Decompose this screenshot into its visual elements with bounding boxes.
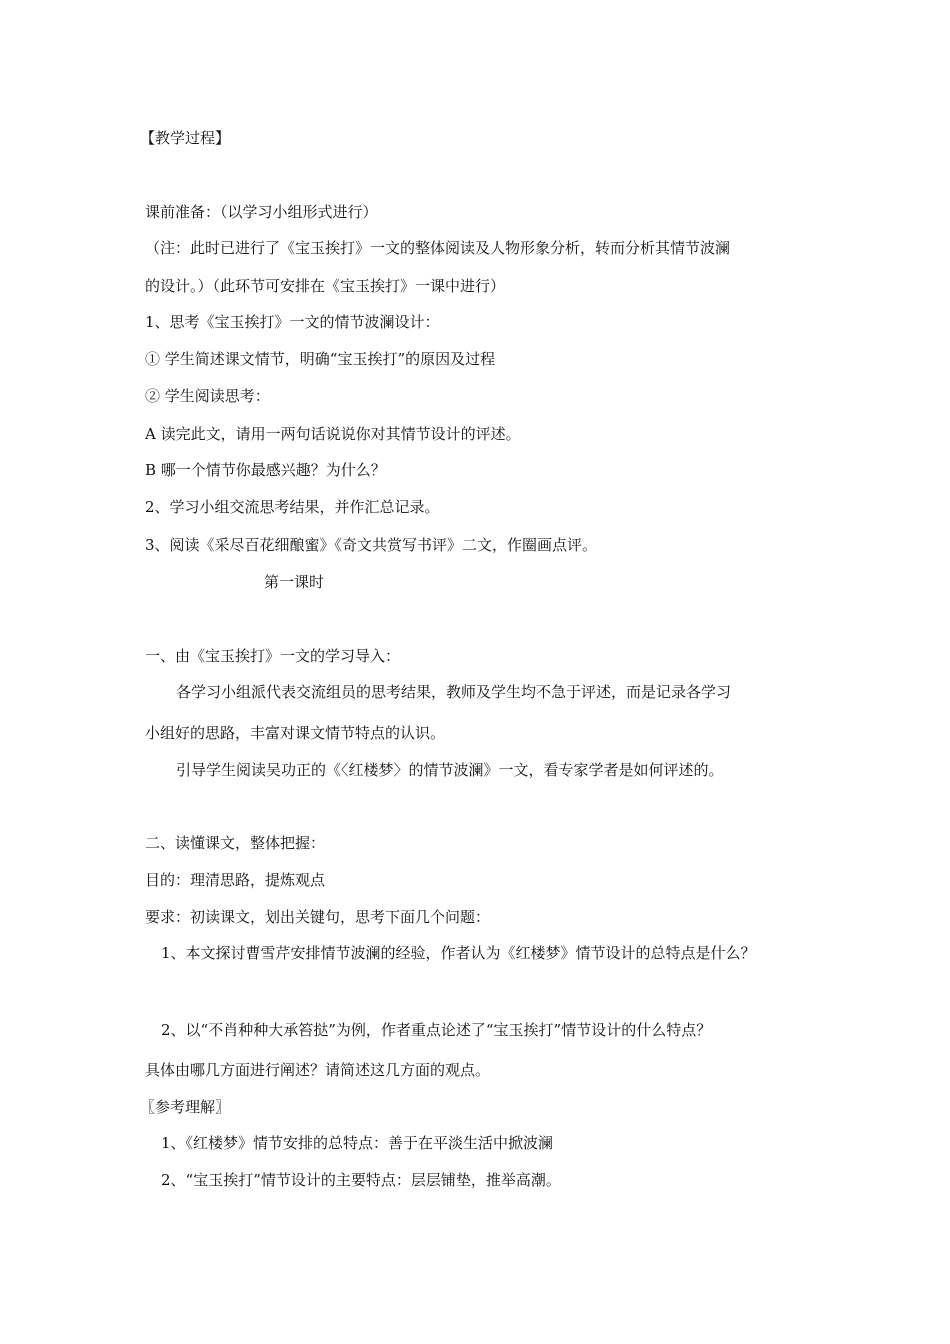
prep-subitem-1: ① 学生简述课文情节，明确“宝玉挨打”的原因及过程 bbox=[145, 350, 496, 368]
prep-item-2: 2、学习小组交流思考结果，并作汇总记录。 bbox=[145, 498, 440, 516]
question-b: B 哪一个情节你最感兴趣？为什么？ bbox=[145, 461, 386, 479]
section-heading: 【教学过程】 bbox=[140, 129, 231, 147]
prep-item-3: 3、阅读《采尽百花细酿蜜》《奇文共赏写书评》二文，作圈画点评。 bbox=[145, 536, 598, 554]
note-line-2: 的设计。）（此环节可安排在《宝玉挨打》一课中进行） bbox=[145, 277, 506, 295]
section-1-paragraph-1b: 小组好的思路，丰富对课文情节特点的认识。 bbox=[145, 724, 446, 742]
question-2b: 具体由哪几方面进行阐述？请简述这几方面的观点。 bbox=[145, 1061, 491, 1079]
reference-2: 2、“宝玉挨打”情节设计的主要特点：层层铺垫，推举高潮。 bbox=[161, 1171, 561, 1189]
prep-title: 课前准备：（以学习小组形式进行） bbox=[145, 203, 378, 221]
question-a: A 读完此文，请用一两句话说说你对其情节设计的评述。 bbox=[145, 425, 521, 443]
note-line-1: （注：此时已进行了《宝玉挨打》一文的整体阅读及人物形象分析，转而分析其情节波澜 bbox=[145, 239, 731, 257]
question-2a: 2、以“不肖种种大承笞挞”为例，作者重点论述了“宝玉挨打”情节设计的什么特点？ bbox=[161, 1021, 712, 1039]
goal-line: 目的：理清思路，提炼观点 bbox=[145, 871, 326, 889]
section-1-paragraph-1a: 各学习小组派代表交流组员的思考结果，教师及学生均不急于评述，而是记录各学习 bbox=[176, 683, 732, 701]
reference-1: 1、《红楼梦》情节安排的总特点：善于在平淡生活中掀波澜 bbox=[161, 1134, 554, 1152]
requirement-line: 要求：初读课文，划出关键句，思考下面几个问题： bbox=[145, 908, 491, 926]
section-1-paragraph-2: 引导学生阅读吴功正的《〈红楼梦〉的情节波澜》一文，看专家学者是如何评述的。 bbox=[176, 761, 724, 779]
lesson-title: 第一课时 bbox=[264, 573, 325, 591]
reference-title: 〖参考理解〗 bbox=[140, 1098, 231, 1116]
section-1-title: 一、由《宝玉挨打》一文的学习导入： bbox=[145, 647, 401, 665]
section-2-title: 二、读懂课文，整体把握： bbox=[145, 834, 326, 852]
question-1: 1、本文探讨曹雪芹安排情节波澜的经验，作者认为《红楼梦》情节设计的总特点是什么？ bbox=[161, 944, 756, 962]
prep-subitem-2: ② 学生阅读思考： bbox=[145, 387, 270, 405]
prep-item-1: 1、思考《宝玉挨打》一文的情节波澜设计： bbox=[145, 313, 440, 331]
